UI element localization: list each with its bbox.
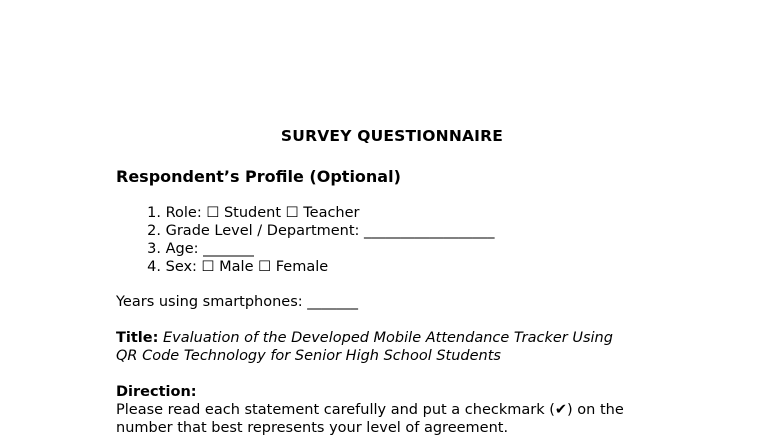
- list-number: 3.: [147, 241, 161, 257]
- list-item-text: Grade Level / Department: __________________: [165, 223, 495, 239]
- list-item-text: Role: ☐ Student ☐ Teacher: [165, 205, 360, 221]
- study-title-block: [116, 329, 613, 365]
- list-number: 1.: [147, 205, 161, 221]
- study-title-text-2: QR Code Technology for Senior High School Students: [116, 348, 501, 364]
- profile-item-role: [116, 204, 495, 222]
- document-title: SURVEY QUESTIONNAIRE: [280, 127, 504, 145]
- direction-block: [116, 383, 624, 437]
- profile-item-grade: [116, 222, 495, 240]
- direction-label: Direction:: [116, 384, 197, 400]
- list-number: 2.: [147, 223, 161, 239]
- profile-item-age: [116, 240, 495, 258]
- list-item-text: Sex: ☐ Male ☐ Female: [165, 259, 329, 275]
- direction-text-2: number that best represents your level of agreement.: [116, 420, 509, 436]
- study-title-line-1: [116, 329, 613, 347]
- years-using-smartphones: Years using smartphones: _______: [116, 294, 359, 310]
- profile-heading: Respondent’s Profile (Optional): [116, 167, 401, 186]
- direction-text-1: Please read each statement carefully and put a checkmark (✔) on the: [116, 402, 624, 418]
- profile-item-sex: [116, 258, 495, 276]
- study-title-text-1: Evaluation of the Developed Mobile Attendance Tracker Using: [163, 330, 613, 346]
- list-item-text: Age: _______: [165, 241, 254, 257]
- study-title-label: Title:: [116, 330, 159, 346]
- list-number: 4.: [147, 259, 161, 275]
- profile-list: [116, 204, 495, 276]
